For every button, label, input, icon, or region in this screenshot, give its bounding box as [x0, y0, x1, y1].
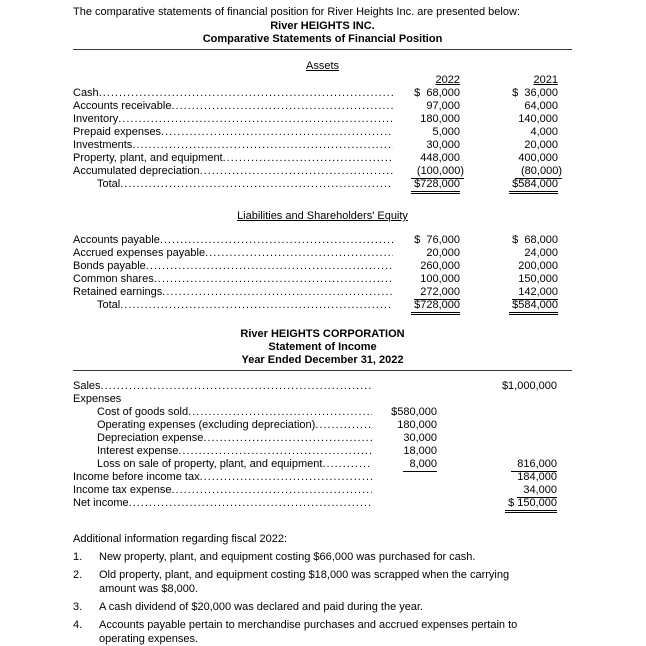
row-label: Bonds payable	[73, 260, 146, 272]
value-2021: 64,000	[524, 100, 558, 112]
list-item-text: Accounts payable pertain to merchandise purchases and accrued expenses pertain to operating expenses.	[99, 619, 518, 645]
list-item-number: 4.	[73, 619, 83, 631]
table-row-common-shares	[73, 273, 572, 286]
list-item-text: New property, plant, and equipment costing $66,000 was purchased for cash.	[99, 551, 476, 563]
assets-heading: Assets	[305, 60, 339, 72]
row-label: Accounts receivable	[73, 100, 172, 112]
dot-leader	[188, 406, 372, 419]
value-2022: $ 68,000	[414, 87, 460, 99]
value-2021: $584,000	[509, 178, 558, 194]
dot-leader	[120, 178, 393, 191]
dot-leader	[101, 380, 372, 393]
value-2021: 4,000	[530, 126, 558, 138]
dot-leader	[161, 126, 393, 139]
row-label: Inventory	[73, 113, 119, 125]
dot-leader	[154, 273, 393, 286]
company-name: River HEIGHTS INC.	[270, 20, 375, 32]
table-row-property-plant-equipment	[73, 152, 572, 165]
row-label: Cash	[73, 87, 99, 99]
table-row-depreciation-expense	[73, 432, 572, 445]
table-row-inventory	[73, 113, 572, 126]
value-2022: 30,000	[426, 139, 460, 151]
table-row-accumulated-depreciation	[73, 165, 572, 178]
table-row-investments	[73, 139, 572, 152]
dot-leader	[171, 100, 393, 113]
liabilities-heading: Liabilities and Shareholders' Equity	[237, 210, 408, 222]
value-2022: (100,000)	[411, 165, 464, 179]
table-row-assets-total	[73, 178, 572, 191]
dot-leader	[322, 458, 372, 471]
row-label: Operating expenses (excluding depreciation)	[97, 419, 316, 431]
dot-leader	[120, 299, 393, 312]
dot-leader	[200, 165, 393, 178]
list-item-text: A cash dividend of $20,000 was declared and paid during the year.	[99, 601, 424, 613]
row-mid-value: 180,000	[397, 419, 437, 431]
row-label: Cost of goods sold	[97, 406, 189, 418]
list-item-number: 1.	[73, 551, 83, 563]
dot-leader	[146, 260, 393, 273]
dot-leader	[129, 497, 372, 510]
dot-leader	[200, 471, 372, 484]
table-row-accounts-receivable	[73, 100, 572, 113]
row-label: Common shares	[73, 273, 154, 285]
row-mid-value: 30,000	[403, 432, 437, 444]
value-2021: 150,000	[518, 273, 558, 285]
value-2022: 448,000	[420, 152, 460, 164]
table-row-income-tax-expense	[73, 484, 572, 497]
row-mid-value: 8,000	[403, 458, 437, 472]
table-row-loss-on-sale	[73, 458, 572, 471]
table-row-accrued-expenses-payable	[73, 247, 572, 260]
table-row-bonds-payable	[73, 260, 572, 273]
dot-leader	[205, 247, 393, 260]
page-intro: The comparative statements of financial position for River Heights Inc. are presented below:	[73, 6, 520, 18]
value-2021: $ 68,000	[512, 234, 558, 246]
value-2021: 142,000	[512, 286, 558, 300]
list-item	[73, 550, 572, 564]
value-2021: 400,000	[518, 152, 558, 164]
table-row-operating-expenses	[73, 419, 572, 432]
table-row-expenses-header	[73, 393, 572, 406]
income-statement-title: Statement of Income	[268, 341, 377, 353]
list-item-number: 2.	[73, 569, 83, 581]
value-2022: 20,000	[426, 247, 460, 259]
dot-leader	[99, 87, 393, 100]
row-label: Income before income tax	[73, 471, 200, 483]
value-2022: $ 76,000	[414, 234, 460, 246]
value-2021: $584,000	[509, 299, 558, 315]
value-2021: 200,000	[518, 260, 558, 272]
income-company-name: River HEIGHTS CORPORATION	[240, 328, 405, 340]
row-label: Total	[97, 178, 121, 190]
year-column-header-2021: 2021	[533, 74, 558, 86]
row-label: Net income	[73, 497, 129, 509]
table-row-retained-earnings	[73, 286, 572, 299]
row-label: Interest expense	[97, 445, 179, 457]
value-2021: 140,000	[518, 113, 558, 125]
dot-leader	[315, 419, 372, 432]
income-period: Year Ended December 31, 2022	[241, 354, 404, 366]
row-label: Total	[97, 299, 121, 311]
list-item-number: 3.	[73, 601, 83, 613]
list-item	[73, 600, 572, 614]
dot-leader	[118, 113, 393, 126]
value-2022: 5,000	[432, 126, 460, 138]
value-2021: $ 36,000	[512, 87, 558, 99]
value-2022: 100,000	[420, 273, 460, 285]
row-label: Accumulated depreciation	[73, 165, 200, 177]
additional-info-section	[73, 532, 572, 646]
table-row-prepaid-expenses	[73, 126, 572, 139]
value-2022: 97,000	[426, 100, 460, 112]
row-label: Expenses	[73, 393, 122, 405]
value-2022: $728,000	[411, 299, 460, 315]
list-item	[73, 568, 572, 596]
dot-leader	[162, 286, 393, 299]
row-label: Retained earnings	[73, 286, 163, 298]
dot-leader	[223, 152, 393, 165]
list-item	[73, 618, 572, 646]
row-label: Property, plant, and equipment	[73, 152, 223, 164]
header-rule	[73, 49, 572, 50]
row-label: Investments	[73, 139, 133, 151]
dot-leader	[160, 234, 393, 247]
row-mid-value: 18,000	[403, 445, 437, 457]
value-2021: (80,000)	[515, 165, 562, 179]
additional-info-heading: Additional information regarding fiscal 2022:	[73, 533, 288, 545]
dot-leader	[171, 484, 372, 497]
year-header-row	[73, 74, 572, 87]
year-column-header-2022: 2022	[435, 74, 460, 86]
dot-leader	[203, 432, 372, 445]
dot-leader	[178, 445, 372, 458]
row-label: Accounts payable	[73, 234, 160, 246]
row-label: Loss on sale of property, plant, and equipment	[97, 458, 323, 470]
value-2021: 20,000	[524, 139, 558, 151]
table-row-net-income	[73, 497, 572, 510]
value-2022: $728,000	[411, 178, 460, 194]
table-row-cash	[73, 87, 572, 100]
row-right-value: $ 150,000	[505, 497, 557, 513]
row-label: Prepaid expenses	[73, 126, 162, 138]
table-row-accounts-payable	[73, 234, 572, 247]
statement-title: Comparative Statements of Financial Position	[202, 33, 443, 45]
table-row-income-before-tax	[73, 471, 572, 484]
row-label: Sales	[73, 380, 101, 392]
row-right-value: $1,000,000	[501, 380, 557, 392]
list-item-text: Old property, plant, and equipment costing $18,000 was scrapped when the carrying amount was $8,000.	[99, 569, 510, 595]
row-label: Depreciation expense	[97, 432, 204, 444]
row-right-value: 816,000	[511, 458, 557, 472]
value-2022: 180,000	[420, 113, 460, 125]
row-right-value: 34,000	[517, 484, 557, 498]
table-row-liabilities-total	[73, 299, 572, 312]
table-row-sales	[73, 380, 572, 393]
income-header-rule	[73, 370, 572, 371]
row-mid-value: $580,000	[391, 406, 437, 418]
table-row-cost-of-goods-sold	[73, 406, 572, 419]
value-2021: 24,000	[524, 247, 558, 259]
value-2022: 260,000	[420, 260, 460, 272]
table-row-interest-expense	[73, 445, 572, 458]
row-label: Income tax expense	[73, 484, 172, 496]
dot-leader	[132, 139, 393, 152]
row-right-value: 184,000	[517, 471, 557, 483]
row-label: Accrued expenses payable	[73, 247, 206, 259]
value-2022: 272,000	[414, 286, 460, 300]
